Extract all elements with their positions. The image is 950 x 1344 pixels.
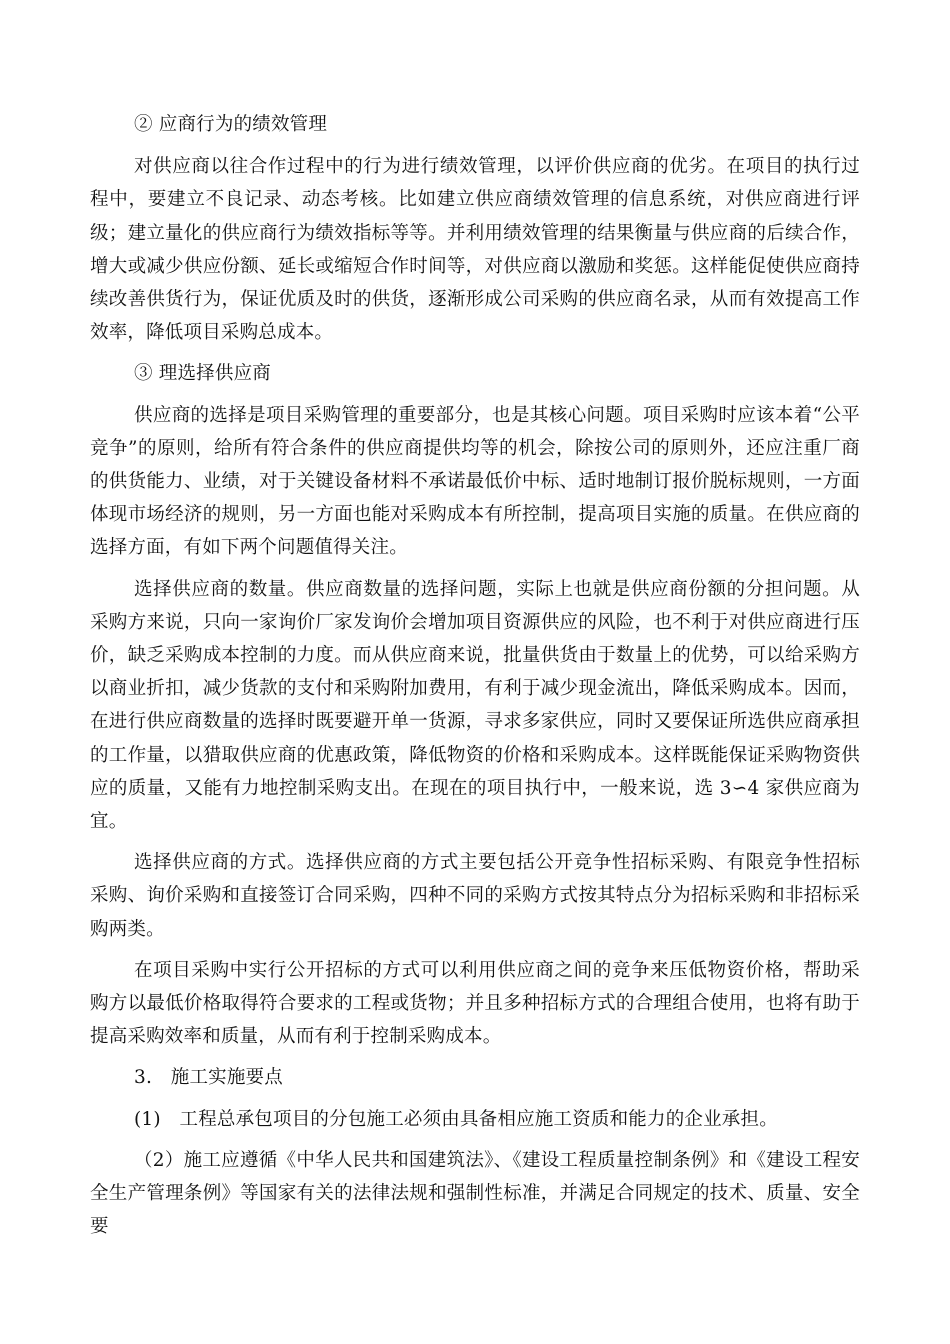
- list-item-1: (1) 工程总承包项目的分包施工必须由具备相应施工资质和能力的企业承担。: [134, 1108, 778, 1130]
- list-item-2: （2）施工应遵循《中华人民共和国建筑法》、《建设工程质量控制条例》和《建设工程安全生产管理条例》等国家有关的法律法规和强制性标准，并满足合同规定的技术、质量、安全要: [90, 1149, 860, 1238]
- paragraph-supplier-quantity: 选择供应商的数量。供应商数量的选择问题，实际上也就是供应商份额的分担问题。从采购方来说，只向一家询价厂家发询价会增加项目资源供应的风险，也不利于对供应商进行压价，缺乏采购成本控制的力度。而从供应商来说，批量供货由于数量上的优势，可以给采购方以商业折扣，减少货款的支付和采购附加费用，有利于减少现金流出，降低采购成本。因而，在进行供应商数量的选择时既要避开单一货源，寻求多家供应，同时又要保证所选供应商承担的工作量，以猎取供应商的优惠政策，降低物资的价格和采购成本。这样既能保证采购物资供应的质量，又能有力地控制采购支出。在现在的项目执行中，一般来说，选 3∽4 家供应商为宜。: [90, 578, 860, 833]
- paragraph-supplier-method: 选择供应商的方式。选择供应商的方式主要包括公开竞争性招标采购、有限竞争性招标采购、询价采购和直接签订合同采购，四种不同的采购方式按其特点分为招标采购和非招标采购两类。: [90, 852, 860, 940]
- section-heading-select-supplier: ③ 理选择供应商: [134, 363, 271, 385]
- paragraph-public-tender: 在项目采购中实行公开招标的方式可以利用供应商之间的竞争来压低物资价格，帮助采购方以最低价格取得符合要求的工程或货物；并且多种招标方式的合理组合使用，也将有助于提高采购效率和质量，从而有利于控制采购成本。: [90, 959, 860, 1048]
- section-heading-supplier-performance: ② 应商行为的绩效管理: [134, 114, 328, 135]
- paragraph-performance-management: 对供应商以往合作过程中的行为进行绩效管理，以评价供应商的优劣。在项目的执行过程中，要建立不良记录、动态考核。比如建立供应商绩效管理的信息系统，对供应商进行评级；建立量化的供应商行为绩效指标等等。并利用绩效管理的结果衡量与供应商的后续合作，增大或减少供应份额、延长或缩短合作时间等，对供应商以激励和奖惩。这样能促使供应商持续改善供货行为，保证优质及时的供货，逐渐形成公司采购的供应商名录，从而有效提高工作效率，降低项目采购总成本。: [90, 156, 860, 344]
- document-body: [90, 108, 860, 1244]
- paragraph-supplier-selection: 供应商的选择是项目采购管理的重要部分，也是其核心问题。项目采购时应该本着“公平竞争”的原则，给所有符合条件的供应商提供均等的机会，除按公司的原则外，还应注重厂商的供货能力、业绩，对于关键设备材料不承诺最低价中标、适时地制订报价脱标规则，一方面体现市场经济的规则，另一方面也能对采购成本有所控制，提高项目实施的质量。在供应商的选择方面，有如下两个问题值得关注。: [90, 404, 860, 559]
- section-heading-construction: 3. 施工实施要点: [134, 1067, 283, 1089]
